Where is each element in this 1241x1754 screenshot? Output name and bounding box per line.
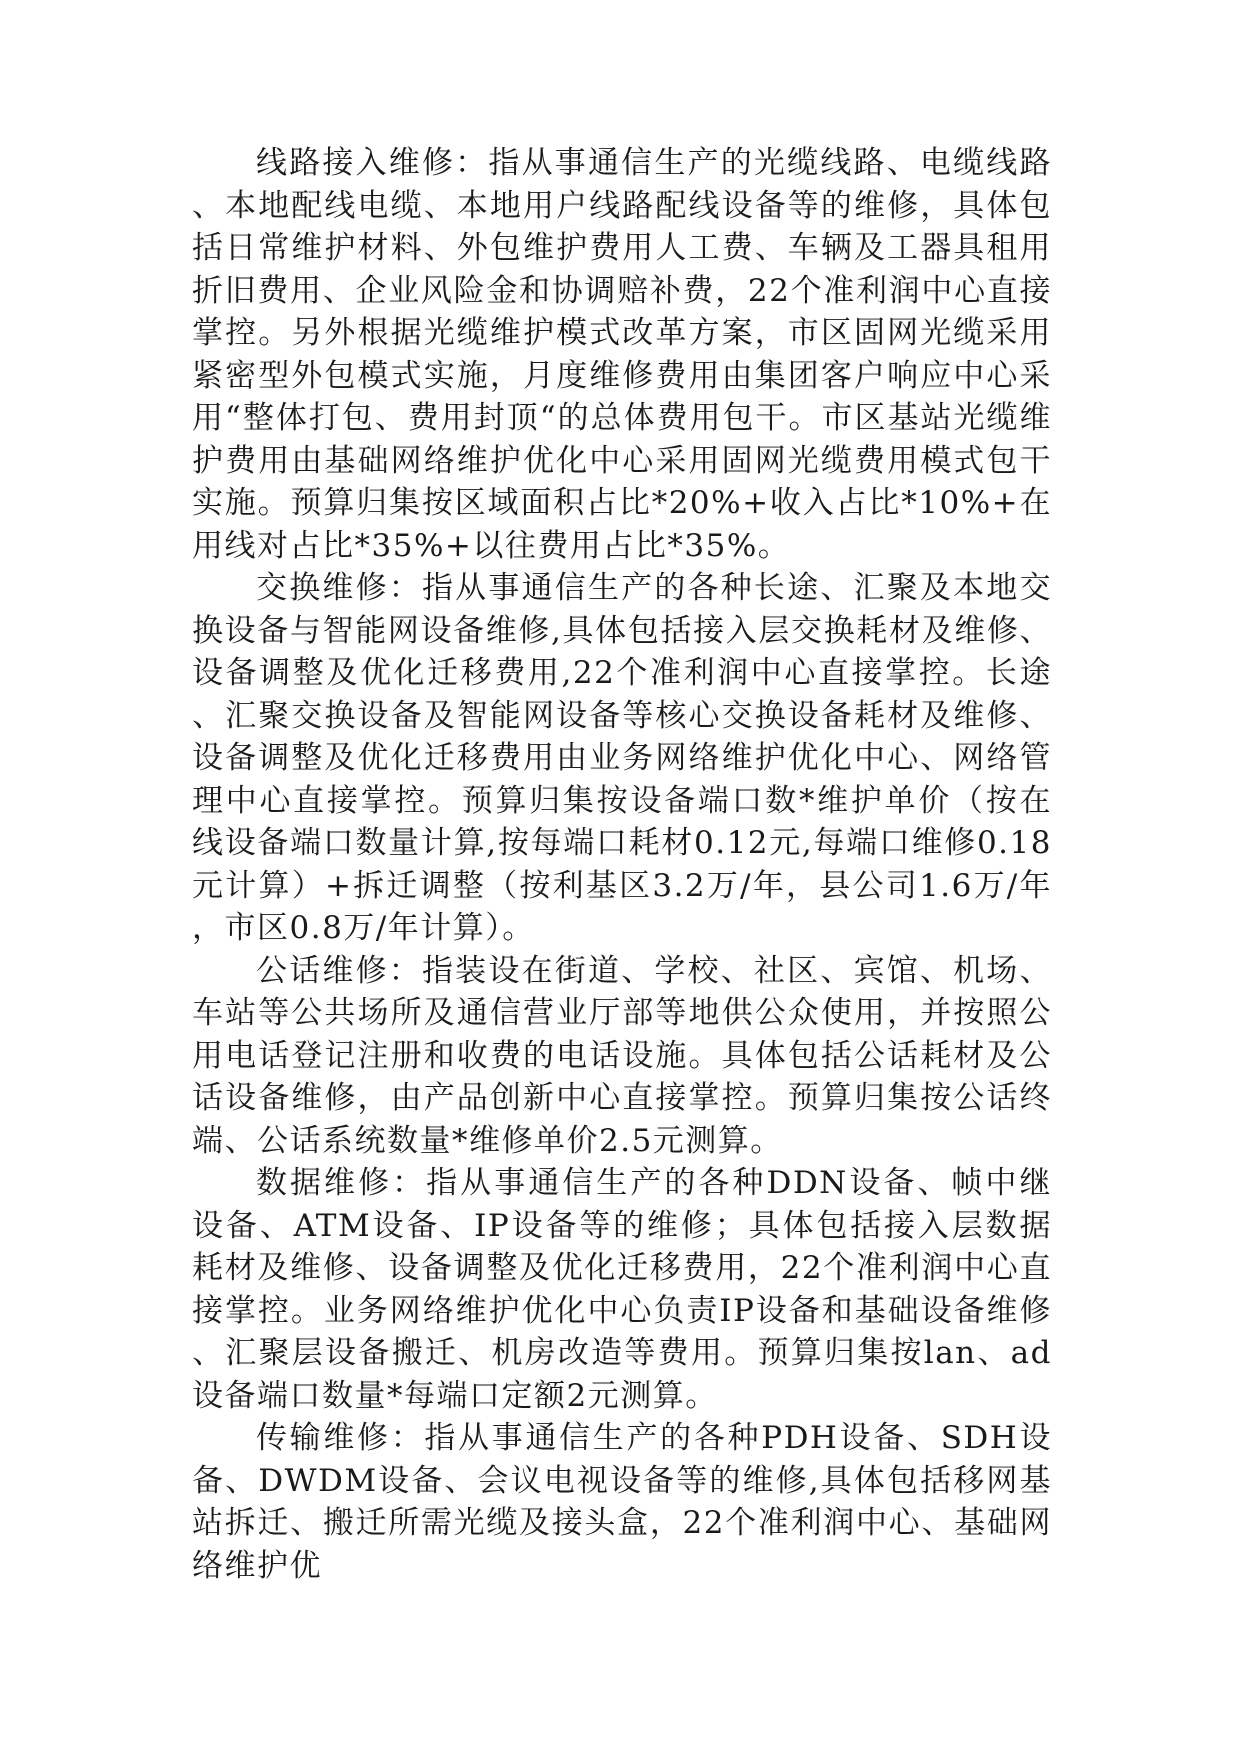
- paragraph-data-maintenance: 数据维修：指从事通信生产的各种DDN设备、帧中继设备、ATM设备、IP设备等的维修；具体包括接入层数据耗材及维修、设备调整及优化迁移费用，22个准利润中心直接掌控。业务网络维护优化中心负责IP设备和基础设备维修、汇聚层设备搬迁、机房改造等费用。预算归集按lan、ad设备端口数量*每端口定额2元测算。: [192, 1165, 1052, 1414]
- paragraph-payphone-maintenance: 公话维修：指装设在街道、学校、社区、宾馆、机场、车站等公共场所及通信营业厅部等地供公众使用，并按照公用电话登记注册和收费的电话设施。具体包括公话耗材及公话设备维修，由产品创新中心直接掌控。预算归集按公话终端、公话系统数量*维修单价2.5元测算。: [192, 952, 1052, 1159]
- paragraph-line-access-maintenance: 线路接入维修：指从事通信生产的光缆线路、电缆线路、本地配线电缆、本地用户线路配线设备等的维修，具体包括日常维护材料、外包维护费用人工费、车辆及工器具租用折旧费用、企业风险金和协调赔补费，22个准利润中心直接掌控。另外根据光缆维护模式改革方案，市区固网光缆采用紧密型外包模式实施，月度维修费用由集团客户响应中心采用“整体打包、费用封顶“的总体费用包干。市区基站光缆维护费用由基础网络维护优化中心采用固网光缆费用模式包干实施。预算归集按区域面积占比*20%+收入占比*10%+在用线对占比*35%+以往费用占比*35%。: [192, 145, 1052, 564]
- document-body: [192, 142, 1052, 1587]
- paragraph-transmission-maintenance: 传输维修：指从事通信生产的各种PDH设备、SDH设备、DWDM设备、会议电视设备等的维修,具体包括移网基站拆迁、搬迁所需光缆及接头盒，22个准利润中心、基础网络维护优: [192, 1420, 1052, 1584]
- paragraph-switching-maintenance: 交换维修：指从事通信生产的各种长途、汇聚及本地交换设备与智能网设备维修,具体包括接入层交换耗材及维修、设备调整及优化迁移费用,22个准利润中心直接掌控。长途、汇聚交换设备及智能网设备等核心交换设备耗材及维修、设备调整及优化迁移费用由业务网络维护优化中心、网络管理中心直接掌控。预算归集按设备端口数*维护单价（按在线设备端口数量计算,按每端口耗材0.12元,每端口维修0.18元计算）+拆迁调整（按利基区3.2万/年，县公司1.6万/年，市区0.8万/年计算）。: [192, 570, 1052, 946]
